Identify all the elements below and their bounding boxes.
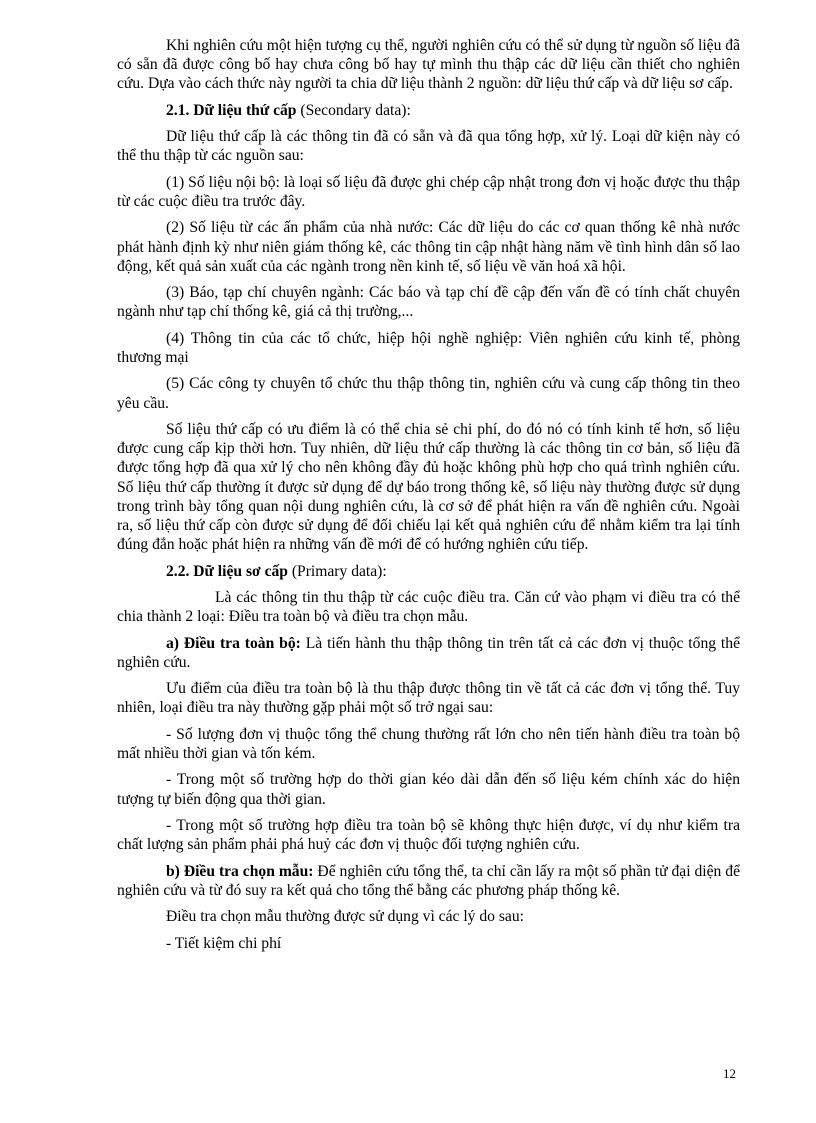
paragraph: Dữ liệu thứ cấp là các thông tin đã có sẵn và đã qua tổng hợp, xử lý. Loại dữ kiện này có thể thu thập từ các nguồn sau: — [117, 128, 740, 165]
section-heading-2-1-subtitle: (Secondary data): — [296, 101, 411, 119]
subsection-a-text: Là tiến hành thu thập thông tin trên tất cả các đơn vị thuộc tổng thể nghiên cứu. — [117, 634, 740, 671]
paragraph: (3) Báo, tạp chí chuyên ngành: Các báo và tạp chí đề cập đến vấn đề có tính chất chuyên ngành như tạp chí thống kê, giá cả thị trường,... — [117, 284, 740, 321]
section-heading-2-2-title: 2.2. Dữ liệu sơ cấp — [166, 562, 288, 580]
intro-paragraph: Khi nghiên cứu một hiện tượng cụ thể, người nghiên cứu có thể sử dụng từ nguồn số liệu đã có sẵn đã được công bố hay chưa công bố hay tự mình thu thập các dữ liệu cần thiết cho nghiên cứu. Dựa vào cách thức này người ta chia dữ liệu thành 2 nguồn: dữ liệu thứ cấp và dữ liệu sơ cấp. — [117, 37, 740, 93]
subsection-a — [117, 634, 740, 672]
paragraph: Là các thông tin thu thập từ các cuộc điều tra. Căn cứ vào phạm vi điều tra có thể chia thành 2 loại: Điều tra toàn bộ và điều tra chọn mẫu. — [117, 588, 740, 626]
paragraph: (5) Các công ty chuyên tổ chức thu thập thông tin, nghiên cứu và cung cấp thông tin theo yêu cầu. — [117, 375, 740, 412]
paragraph: Điều tra chọn mẫu thường được sử dụng vì các lý do sau: — [166, 908, 524, 926]
document-page — [117, 36, 740, 960]
list-item: - Trong một số trường hợp do thời gian kéo dài dẫn đến số liệu kém chính xác do hiện tượng tự biến động qua thời gian. — [117, 771, 740, 808]
paragraph: (2) Số liệu từ các ấn phẩm của nhà nước: Các dữ liệu do các cơ quan thống kê nhà nước phát hành định kỳ như niên giám thống kê, các thông tin cập nhật hàng năm về tình hình dân số lao động, kết quả sản xuất của các ngành trong nền kinh tế, số liệu về văn hoá xã hội. — [117, 219, 740, 275]
paragraph: (4) Thông tin của các tổ chức, hiệp hội nghề nghiệp: Viên nghiên cứu kinh tế, phòng thương mại — [117, 329, 740, 366]
page-number: 12 — [723, 1066, 736, 1081]
list-item: - Trong một số trường hợp điều tra toàn bộ sẽ không thực hiện được, ví dụ như kiểm tra chất lượng sản phẩm phải phá huỷ các đơn vị thuộc đối tượng nghiên cứu. — [117, 816, 740, 854]
section-heading-2-1-title: 2.1. Dữ liệu thứ cấp — [166, 101, 297, 119]
paragraph: (1) Số liệu nội bộ: là loại số liệu đã được ghi chép cập nhật trong đơn vị hoặc được thu thập từ các cuộc điều tra trước đây. — [117, 173, 740, 210]
section-heading-2-2-subtitle: (Primary data): — [287, 562, 387, 580]
subsection-a-title: a) Điều tra toàn bộ: — [166, 634, 301, 652]
paragraph: Số liệu thứ cấp có ưu điểm là có thể chia sẻ chi phí, do đó nó có tính kinh tế hơn, số liệu được cung cấp kịp thời hơn. Tuy nhiên, dữ liệu thứ cấp thường là các thông tin cơ bản, số liệu đã được tổng hợp đã qua xử lý cho nên không đầy đủ hoặc không phù hợp cho quá trình nghiên cứu. Số liệu thứ cấp thường ít được sử dụng để dự báo trong thống kê, số liệu này thường được sử dụng trong trình bày tổng quan nội dung nghiên cứu, là cơ sở để phát hiện ra vấn đề nghiên cứu. Ngoài ra, số liệu thứ cấp còn được sử dụng để đối chiếu lại kết quả nghiên cứu để nhằm kiểm tra lại tính đúng đắn hoặc phát hiện ra những vấn đề mới để có hướng nghiên cứu tiếp. — [117, 420, 740, 554]
subsection-b — [117, 862, 740, 900]
subsection-b-text: Để nghiên cứu tổng thể, ta chỉ cần lấy ra một số phần tử đại diện để nghiên cứu và từ đó suy ra kết quả cho tổng thể bằng các phương pháp thống kê. — [117, 862, 741, 899]
section-heading-2-1 — [117, 101, 740, 120]
section-heading-2-2 — [117, 562, 740, 581]
subsection-b-title: b) Điều tra chọn mẫu: — [166, 862, 314, 880]
list-item: - Số lượng đơn vị thuộc tổng thể chung thường rất lớn cho nên tiến hành điều tra toàn bộ mất nhiều thời gian và tốn kém. — [117, 725, 740, 762]
paragraph: Ưu điểm của điều tra toàn bộ là thu thập được thông tin về tất cả các đơn vị tổng thể. Tuy nhiên, loại điều tra này thường gặp phải một số trở ngại sau: — [117, 680, 740, 717]
list-item: - Tiết kiệm chi phí — [166, 934, 282, 952]
